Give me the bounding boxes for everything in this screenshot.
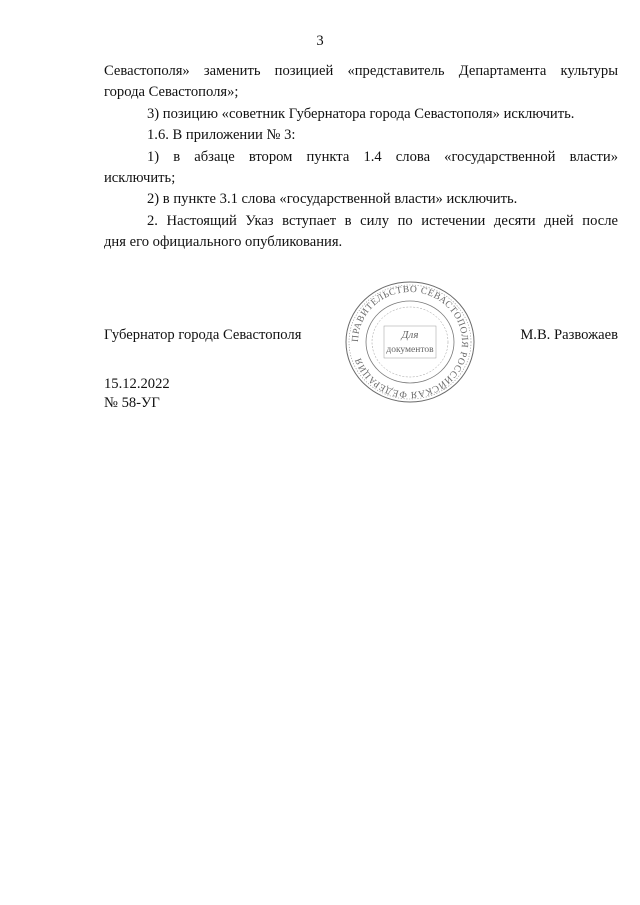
paragraph-item-3: 3) позицию «советник Губернатора города Севастополя» исключить. (147, 105, 575, 122)
official-seal (342, 278, 478, 406)
document-number: № 58-УГ (104, 395, 160, 411)
seal-outer-text: ПРАВИТЕЛЬСТВО СЕВАСТОПОЛЯ РОССИЙСКАЯ ФЕДЕРАЦИЯ (350, 284, 470, 400)
governor-title: Губернатор города Севастополя (104, 327, 302, 343)
paragraph-1-6: 1.6. В приложении № 3: (147, 127, 296, 144)
paragraph-2-line-2: дня его официального опубликования. (104, 234, 343, 251)
paragraph-item-1-line-2: исключить; (104, 170, 176, 187)
paragraph-2-line-1: 2. Настоящий Указ вступает в силу по истечении десяти дней после (147, 212, 618, 229)
governor-name: М.В. Развожаев (520, 327, 618, 343)
paragraph-item-1-line-1: 1) в абзаце втором пункта 1.4 слова «государственной власти» (147, 148, 618, 165)
document-date: 15.12.2022 (104, 376, 170, 392)
paragraph-1-line-1: Севастополя» заменить позицией «представитель Департамента культуры (104, 63, 618, 79)
paragraph-item-2: 2) в пункте 3.1 слова «государственной власти» исключить. (147, 191, 518, 208)
date-block (104, 375, 170, 413)
page-number: 3 (316, 33, 324, 49)
seal-center-line-2: документов (386, 345, 434, 355)
seal-center-line-1: Для (401, 329, 419, 341)
paragraph-1-line-2: города Севастополя»; (104, 84, 239, 101)
document-body (104, 62, 618, 255)
